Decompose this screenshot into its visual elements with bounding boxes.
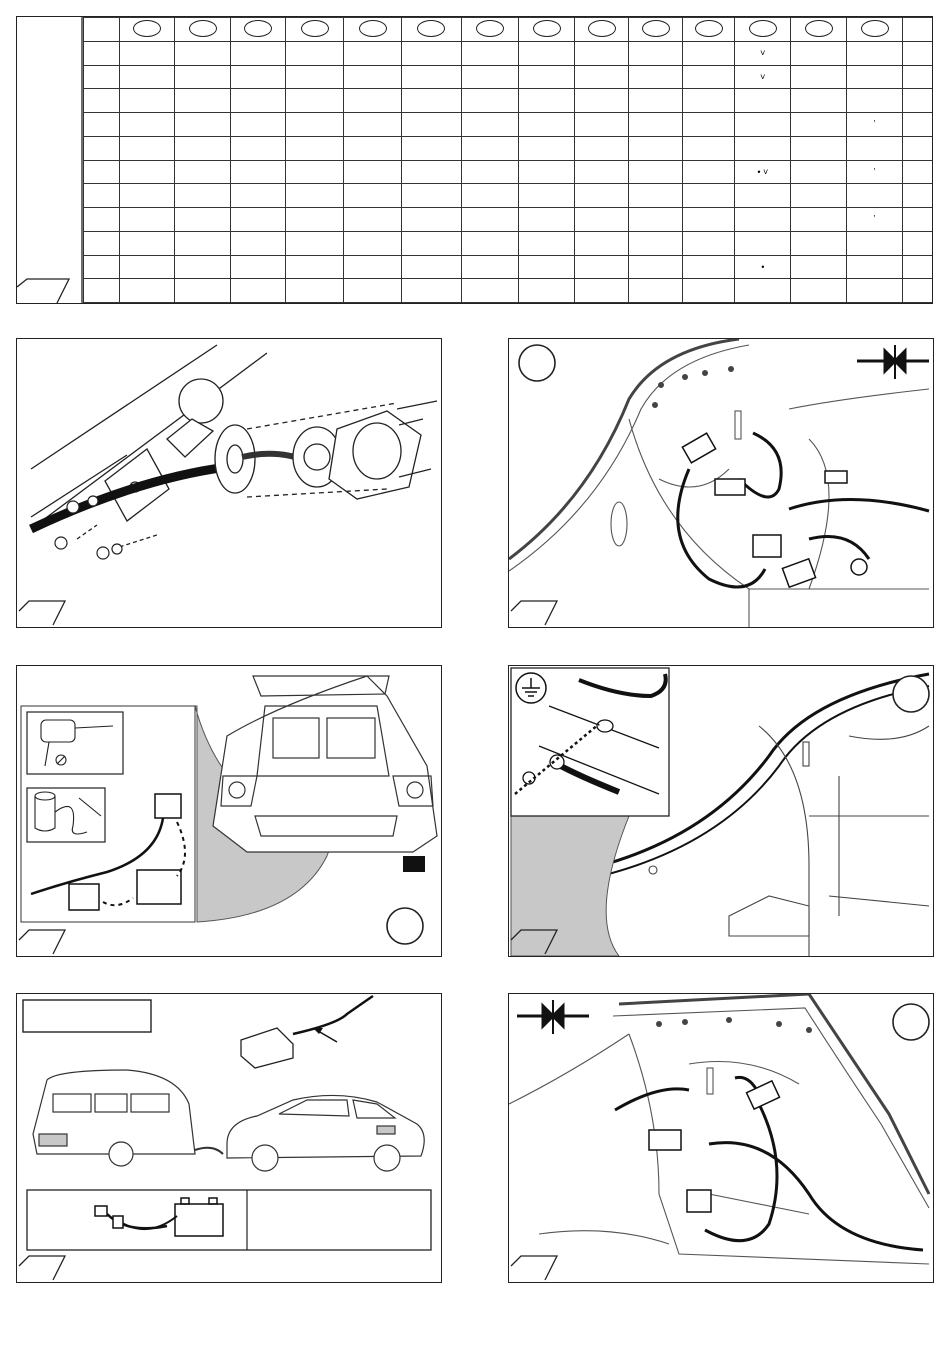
table-cell — [791, 255, 847, 279]
pin-circle-icon — [805, 20, 833, 37]
header-cell — [461, 18, 519, 42]
table-cell — [286, 231, 344, 255]
header-cell — [231, 18, 286, 42]
table-cell — [791, 136, 847, 160]
table-cell — [231, 255, 286, 279]
table-cell — [175, 113, 231, 137]
table-cell — [847, 89, 903, 113]
table-cell — [629, 255, 683, 279]
vacuum-tool-box — [27, 788, 105, 842]
table-cell — [461, 41, 519, 65]
panel-ground-connection — [508, 665, 934, 957]
row-end-cell — [903, 89, 932, 113]
pin-circle-icon — [476, 20, 504, 37]
table-row — [84, 113, 933, 137]
wiring-grid — [83, 17, 932, 303]
fold-tab-icon — [511, 601, 557, 625]
table-cell — [735, 208, 791, 232]
table-cell — [683, 160, 735, 184]
table-cell — [175, 279, 231, 303]
car-rear-module-illustration — [17, 666, 442, 957]
table-cell — [461, 231, 519, 255]
table-cell — [791, 113, 847, 137]
row-end-cell — [903, 160, 932, 184]
table-cell — [683, 208, 735, 232]
row-header-cell — [84, 136, 120, 160]
table-cell — [683, 65, 735, 89]
table-cell — [344, 89, 402, 113]
table-cell — [575, 136, 629, 160]
table-cell — [401, 255, 461, 279]
table-cell — [683, 113, 735, 137]
table-cell — [847, 279, 903, 303]
table-cell — [231, 41, 286, 65]
table-cell — [791, 89, 847, 113]
table-row — [84, 65, 933, 89]
table-cell — [519, 279, 575, 303]
table-cell — [519, 41, 575, 65]
pin-circle-icon — [642, 20, 670, 37]
table-cell — [175, 231, 231, 255]
row-end-cell — [903, 231, 932, 255]
header-cell — [519, 18, 575, 42]
row-end-cell — [903, 113, 932, 137]
table-cell — [119, 113, 175, 137]
table-cell — [231, 279, 286, 303]
table-cell — [791, 41, 847, 65]
step-number-circle — [893, 1004, 929, 1040]
row-header-cell — [84, 279, 120, 303]
car-icon — [227, 1095, 424, 1171]
header-cell — [791, 18, 847, 42]
header-cell — [175, 18, 231, 42]
table-cell — [683, 231, 735, 255]
table-row — [84, 41, 933, 65]
row-end-cell — [903, 208, 932, 232]
table-cell — [847, 160, 903, 184]
table-cell — [231, 184, 286, 208]
table-cell — [401, 184, 461, 208]
table-cell — [575, 113, 629, 137]
header-cell — [401, 18, 461, 42]
cell-mark: ˅ — [760, 71, 766, 82]
pin-circle-icon — [133, 20, 161, 37]
table-row — [84, 255, 933, 279]
table-cell — [683, 184, 735, 208]
cell-mark: ˅ — [760, 48, 766, 59]
table-cell — [575, 231, 629, 255]
panel-caravan-connection — [16, 993, 442, 1283]
table-cell — [735, 184, 791, 208]
caravan-icon — [33, 1070, 223, 1166]
table-cell — [847, 113, 903, 137]
table-cell — [344, 41, 402, 65]
table-cell — [461, 279, 519, 303]
ground-symbol-icon — [516, 673, 546, 703]
row-end-cell — [903, 279, 932, 303]
table-cell — [575, 255, 629, 279]
table-cell — [791, 160, 847, 184]
row-header-cell — [84, 65, 120, 89]
header-cell — [683, 18, 735, 42]
row-header-cell — [84, 89, 120, 113]
header-cell — [575, 18, 629, 42]
table-cell — [735, 279, 791, 303]
table-cell — [286, 113, 344, 137]
wiring-table — [16, 16, 933, 304]
header-cell — [286, 18, 344, 42]
fold-tab-icon — [17, 17, 83, 303]
table-row — [84, 89, 933, 113]
table-cell — [401, 89, 461, 113]
table-cell — [344, 160, 402, 184]
panel-rear-harness-left — [508, 338, 934, 628]
cell-mark: ʼ — [873, 166, 876, 177]
table-cell — [119, 279, 175, 303]
table-cell — [847, 231, 903, 255]
table-cell — [735, 231, 791, 255]
table-cell — [629, 136, 683, 160]
table-cell — [119, 231, 175, 255]
table-cell — [461, 184, 519, 208]
table-cell — [119, 255, 175, 279]
row-header-cell — [84, 184, 120, 208]
table-cell — [629, 113, 683, 137]
caravan-connection-illustration — [17, 994, 442, 1283]
table-cell — [344, 208, 402, 232]
table-cell — [286, 41, 344, 65]
table-cell — [175, 208, 231, 232]
table-cell — [119, 208, 175, 232]
rear-harness-right-illustration — [509, 994, 934, 1283]
table-cell — [683, 89, 735, 113]
table-cell — [344, 184, 402, 208]
table-cell — [461, 89, 519, 113]
table-cell — [629, 89, 683, 113]
table-cell — [461, 65, 519, 89]
table-cell — [401, 208, 461, 232]
table-cell — [119, 184, 175, 208]
table-cell — [629, 160, 683, 184]
table-cell — [575, 208, 629, 232]
table-cell — [231, 89, 286, 113]
fold-tab-icon — [19, 930, 65, 954]
header-cell — [847, 18, 903, 42]
table-cell — [119, 65, 175, 89]
table-cell — [575, 184, 629, 208]
cell-mark: • — [761, 261, 765, 272]
row-end-cell — [903, 184, 932, 208]
table-cell — [629, 184, 683, 208]
table-cell — [735, 89, 791, 113]
table-cell — [286, 279, 344, 303]
fold-tab-icon — [19, 1256, 65, 1280]
table-cell — [629, 41, 683, 65]
pin-circle-icon — [749, 20, 777, 37]
row-header-cell — [84, 208, 120, 232]
cell-mark: • ˅ — [757, 166, 769, 177]
pin-circle-icon — [861, 20, 889, 37]
table-cell — [575, 65, 629, 89]
table-cell — [175, 65, 231, 89]
table-cell — [401, 41, 461, 65]
step-number-circle — [893, 676, 929, 712]
table-cell — [286, 184, 344, 208]
pin-circle-icon — [189, 20, 217, 37]
table-cell — [519, 231, 575, 255]
table-cell — [791, 231, 847, 255]
drill-tool-box — [27, 712, 123, 774]
row-header-cell — [84, 160, 120, 184]
table-cell — [401, 160, 461, 184]
table-cell — [461, 208, 519, 232]
table-cell — [735, 65, 791, 89]
table-cell — [735, 160, 791, 184]
table-cell — [461, 136, 519, 160]
table-cell — [401, 136, 461, 160]
row-end-cell — [903, 136, 932, 160]
tighten-arrows-icon — [517, 1000, 589, 1034]
table-cell — [735, 255, 791, 279]
row-header-cell — [84, 113, 120, 137]
header-cell — [119, 18, 175, 42]
header-end-cell — [903, 18, 932, 42]
table-cell — [683, 279, 735, 303]
table-cell — [575, 279, 629, 303]
row-end-cell — [903, 65, 932, 89]
fold-tab-icon — [511, 1256, 557, 1280]
table-cell — [286, 160, 344, 184]
table-cell — [401, 65, 461, 89]
table-cell — [286, 65, 344, 89]
table-cell — [683, 136, 735, 160]
table-cell — [344, 231, 402, 255]
table-cell — [286, 89, 344, 113]
pin-circle-icon — [417, 20, 445, 37]
table-cell — [344, 113, 402, 137]
table-cell — [175, 255, 231, 279]
table-cell — [461, 113, 519, 137]
table-cell — [119, 136, 175, 160]
step-number-circle — [387, 908, 423, 944]
table-cell — [231, 65, 286, 89]
pin-circle-icon — [359, 20, 387, 37]
cell-mark: ʼ — [873, 119, 876, 130]
table-cell — [119, 89, 175, 113]
table-cell — [791, 184, 847, 208]
table-row — [84, 279, 933, 303]
fold-tab-icon — [19, 601, 65, 625]
table-cell — [344, 136, 402, 160]
table-cell — [519, 113, 575, 137]
table-cell — [791, 279, 847, 303]
table-cell — [286, 136, 344, 160]
table-cell — [231, 231, 286, 255]
table-cell — [119, 41, 175, 65]
label-box — [23, 1000, 151, 1032]
table-cell — [519, 184, 575, 208]
table-cell — [847, 65, 903, 89]
table-cell — [175, 41, 231, 65]
step-number-circle — [519, 345, 555, 381]
table-cell — [401, 279, 461, 303]
table-cell — [344, 255, 402, 279]
table-cell — [519, 89, 575, 113]
header-cell — [735, 18, 791, 42]
table-cell — [401, 231, 461, 255]
table-cell — [519, 255, 575, 279]
table-cell — [175, 184, 231, 208]
table-cell — [575, 160, 629, 184]
table-cell — [175, 136, 231, 160]
tighten-arrows-icon — [857, 345, 929, 379]
table-row — [84, 208, 933, 232]
table-cell — [175, 160, 231, 184]
table-row — [84, 160, 933, 184]
cell-mark: ʼ — [873, 214, 876, 225]
table-cell — [735, 41, 791, 65]
row-header-cell — [84, 41, 120, 65]
table-cell — [344, 65, 402, 89]
table-cell — [175, 89, 231, 113]
battery-note-box — [27, 1190, 431, 1250]
table-cell — [847, 255, 903, 279]
table-cell — [735, 113, 791, 137]
table-cell — [847, 184, 903, 208]
table-cell — [791, 208, 847, 232]
table-cell — [629, 279, 683, 303]
pin-circle-icon — [301, 20, 329, 37]
table-cell — [683, 41, 735, 65]
pin-circle-icon — [533, 20, 561, 37]
table-row — [84, 184, 933, 208]
table-cell — [629, 231, 683, 255]
table-cell — [847, 208, 903, 232]
table-cell — [286, 255, 344, 279]
pin-circle-icon — [588, 20, 616, 37]
table-cell — [575, 41, 629, 65]
table-cell — [119, 160, 175, 184]
table-cell — [401, 113, 461, 137]
header-cell — [629, 18, 683, 42]
table-row — [84, 231, 933, 255]
table-row — [84, 136, 933, 160]
pin-circle-icon — [695, 20, 723, 37]
table-cell — [629, 208, 683, 232]
table-cell — [461, 160, 519, 184]
table-cell — [847, 41, 903, 65]
row-header-cell — [84, 231, 120, 255]
table-cell — [519, 208, 575, 232]
table-cell — [461, 255, 519, 279]
header-cell — [344, 18, 402, 42]
row-header-cell — [84, 255, 120, 279]
table-cell — [286, 208, 344, 232]
panel-tow-socket-assembly — [16, 338, 442, 628]
panel-rear-harness-right — [508, 993, 934, 1283]
table-cell — [629, 65, 683, 89]
table-cell — [683, 255, 735, 279]
rear-harness-illustration — [509, 339, 934, 628]
row-end-cell — [903, 41, 932, 65]
table-cell — [231, 160, 286, 184]
table-cell — [344, 279, 402, 303]
table-cell — [735, 136, 791, 160]
table-cell — [231, 113, 286, 137]
table-cell — [519, 160, 575, 184]
tow-socket-exploded-illustration — [17, 339, 442, 628]
row-end-cell — [903, 255, 932, 279]
table-cell — [231, 136, 286, 160]
table-cell — [519, 136, 575, 160]
table-cell — [791, 65, 847, 89]
table-cell — [575, 89, 629, 113]
table-cell — [231, 208, 286, 232]
header-corner-cell — [84, 18, 120, 42]
panel-car-rear-module — [16, 665, 442, 957]
table-cell — [519, 65, 575, 89]
table-cell — [847, 136, 903, 160]
ground-connection-illustration — [509, 666, 934, 957]
pin-circle-icon — [244, 20, 272, 37]
